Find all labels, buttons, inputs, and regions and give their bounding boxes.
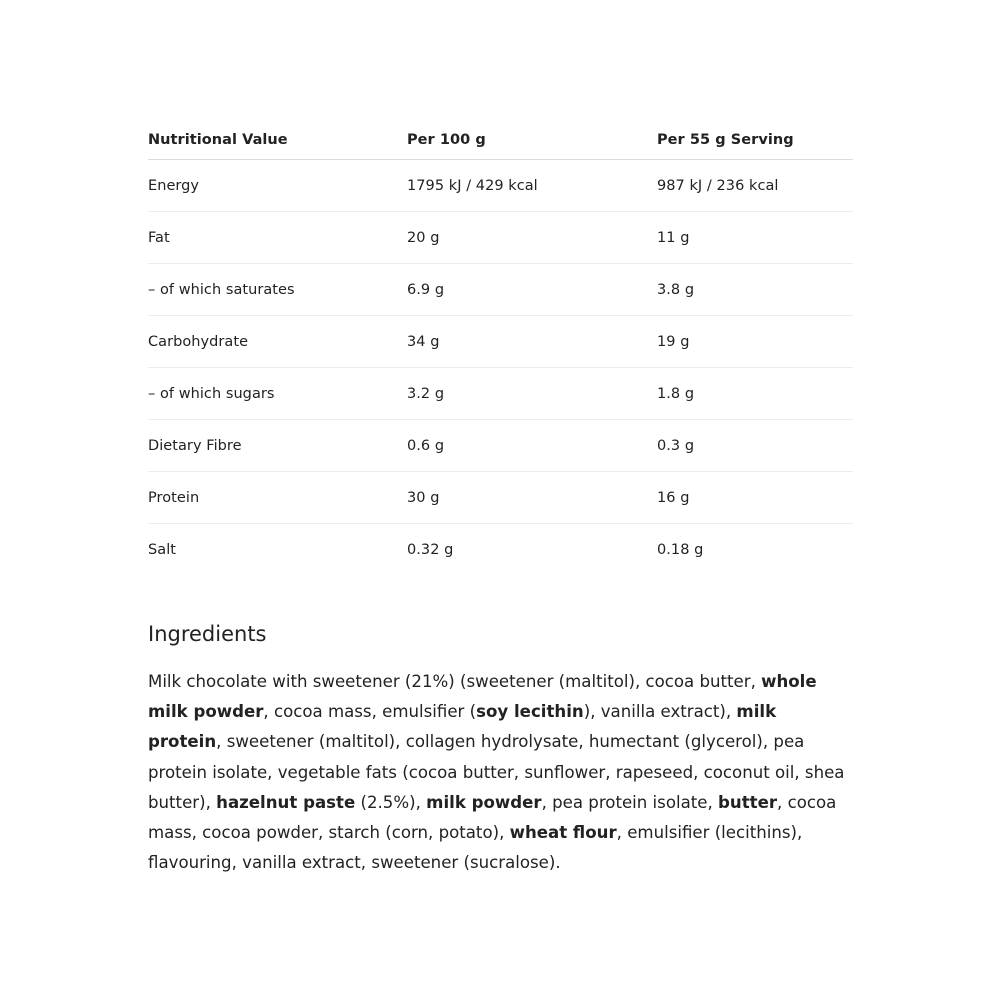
- allergen-highlight: milk powder: [426, 792, 542, 812]
- table-row: [148, 264, 853, 316]
- ingredient-segment: ), vanilla extract),: [583, 702, 737, 722]
- per-serving-value: 16 g: [657, 472, 853, 524]
- per-100g-value: 20 g: [407, 212, 657, 264]
- ingredient-segment: , emulsifier (lecithins), flavouring, vanilla extract, sweetener (sucralose).: [148, 823, 803, 873]
- allergen-highlight: soy lecithin: [476, 702, 584, 722]
- nutrient-name: Protein: [148, 472, 407, 524]
- per-serving-value: 0.3 g: [657, 420, 853, 472]
- nutrient-name: Dietary Fibre: [148, 420, 407, 472]
- nutrient-name: – of which saturates: [148, 264, 407, 316]
- table-row: [148, 368, 853, 420]
- table-row: [148, 212, 853, 264]
- per-100g-value: 1795 kJ / 429 kcal: [407, 160, 657, 212]
- per-100g-value: 6.9 g: [407, 264, 657, 316]
- nutrient-name: Fat: [148, 212, 407, 264]
- nutrition-table: [148, 120, 853, 575]
- table-row: [148, 316, 853, 368]
- allergen-highlight: wheat flour: [509, 823, 617, 843]
- per-100g-value: 30 g: [407, 472, 657, 524]
- table-header-row: [148, 120, 853, 160]
- nutrient-name: Carbohydrate: [148, 316, 407, 368]
- table-row: [148, 524, 853, 576]
- allergen-highlight: butter: [718, 792, 778, 812]
- nutrient-name: Salt: [148, 541, 177, 558]
- column-header-nutritional-value: Nutritional Value: [148, 120, 407, 160]
- allergen-highlight: milk protein: [148, 702, 777, 752]
- ingredient-segment: , cocoa mass, cocoa powder, starch (corn, potato),: [148, 792, 837, 843]
- ingredient-segment: , sweetener (maltitol), collagen hydrolysate, humectant (glycerol), pea protein isolate, vegetable fats (cocoa butter, sunflower, rapeseed, coconut oil, shea butter),: [148, 732, 845, 812]
- per-100g-value: 0.32 g: [407, 541, 454, 558]
- per-serving-value: 11 g: [657, 212, 853, 264]
- table-row: [148, 472, 853, 524]
- per-100g-value: 3.2 g: [407, 368, 657, 420]
- ingredient-segment: , pea protein isolate,: [541, 792, 719, 812]
- ingredient-segment: , cocoa mass, emulsifier (: [263, 702, 477, 722]
- column-header-per-serving: Per 55 g Serving: [657, 120, 853, 160]
- table-row: [148, 420, 853, 472]
- allergen-highlight: whole milk powder: [148, 672, 817, 722]
- ingredients-heading: Ingredients: [148, 622, 267, 646]
- content-area: [148, 120, 853, 878]
- nutrient-name: – of which sugars: [148, 368, 407, 420]
- ingredient-segment: Milk chocolate with sweetener (21%) (sweetener (maltitol), cocoa butter,: [148, 672, 762, 691]
- per-100g-value: 34 g: [407, 316, 657, 368]
- per-100g-value: 0.6 g: [407, 420, 657, 472]
- per-serving-value: 1.8 g: [657, 368, 853, 420]
- per-serving-value: 987 kJ / 236 kcal: [657, 160, 853, 212]
- per-serving-value: 19 g: [657, 316, 853, 368]
- per-serving-value: 0.18 g: [657, 541, 704, 558]
- allergen-highlight: hazelnut paste: [216, 792, 356, 812]
- table-row: [148, 160, 853, 212]
- ingredient-segment: (2.5%),: [355, 792, 427, 812]
- ingredients-text: [148, 667, 853, 878]
- per-serving-value: 3.8 g: [657, 264, 853, 316]
- nutrient-name: Energy: [148, 160, 407, 212]
- column-header-per-100g: Per 100 g: [407, 120, 657, 160]
